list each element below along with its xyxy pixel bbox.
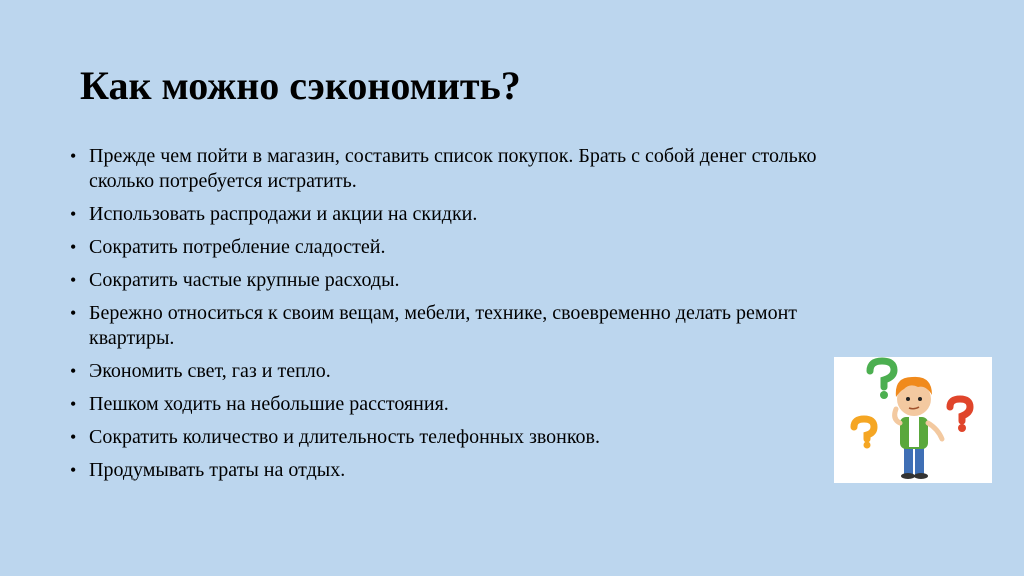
bullet-marker: •	[70, 270, 77, 290]
bullet-marker: •	[70, 303, 77, 323]
bullet-text: Продумывать траты на отдых.	[89, 459, 346, 481]
bullet-text: Экономить свет, газ и тепло.	[89, 360, 331, 382]
bullet-item	[70, 202, 850, 227]
bullet-item	[70, 425, 850, 450]
bullet-marker: •	[70, 460, 77, 480]
bullet-marker: •	[70, 394, 77, 414]
bullet-marker: •	[70, 204, 77, 224]
bullet-text: Бережно относиться к своим вещам, мебели, технике, своевременно делать ремонт квартиры.	[89, 302, 798, 349]
bullet-list	[70, 144, 850, 491]
red-question-mark	[950, 399, 970, 432]
bullet-text: Пешком ходить на небольшие расстояния.	[89, 393, 449, 415]
slide-title: Как можно сэкономить?	[80, 63, 521, 108]
thinking-boy-illustration	[834, 357, 992, 483]
bullet-item	[70, 235, 850, 260]
bullet-text: Сократить потребление сладостей.	[89, 236, 386, 258]
bullet-text: Использовать распродажи и акции на скидки.	[89, 203, 478, 225]
bullet-marker: •	[70, 361, 77, 381]
thinking-boy-icon	[834, 357, 992, 483]
bullet-item	[70, 268, 850, 293]
bullet-item	[70, 359, 850, 384]
bullet-text: Сократить частые крупные расходы.	[89, 269, 400, 291]
bullet-text: Сократить количество и длительность телефонных звонков.	[89, 426, 600, 448]
orange-question-mark	[854, 419, 874, 449]
bullet-marker: •	[70, 237, 77, 257]
bullet-text: Прежде чем пойти в магазин, составить список покупок. Брать с собой денег столько сколько потребуется истратить.	[89, 145, 817, 192]
bullet-item	[70, 392, 850, 417]
bullet-marker: •	[70, 427, 77, 447]
bullet-marker: •	[70, 146, 77, 166]
bullet-item	[70, 301, 850, 351]
bullet-item	[70, 458, 850, 483]
green-question-mark	[870, 361, 894, 399]
bullet-item	[70, 144, 850, 194]
